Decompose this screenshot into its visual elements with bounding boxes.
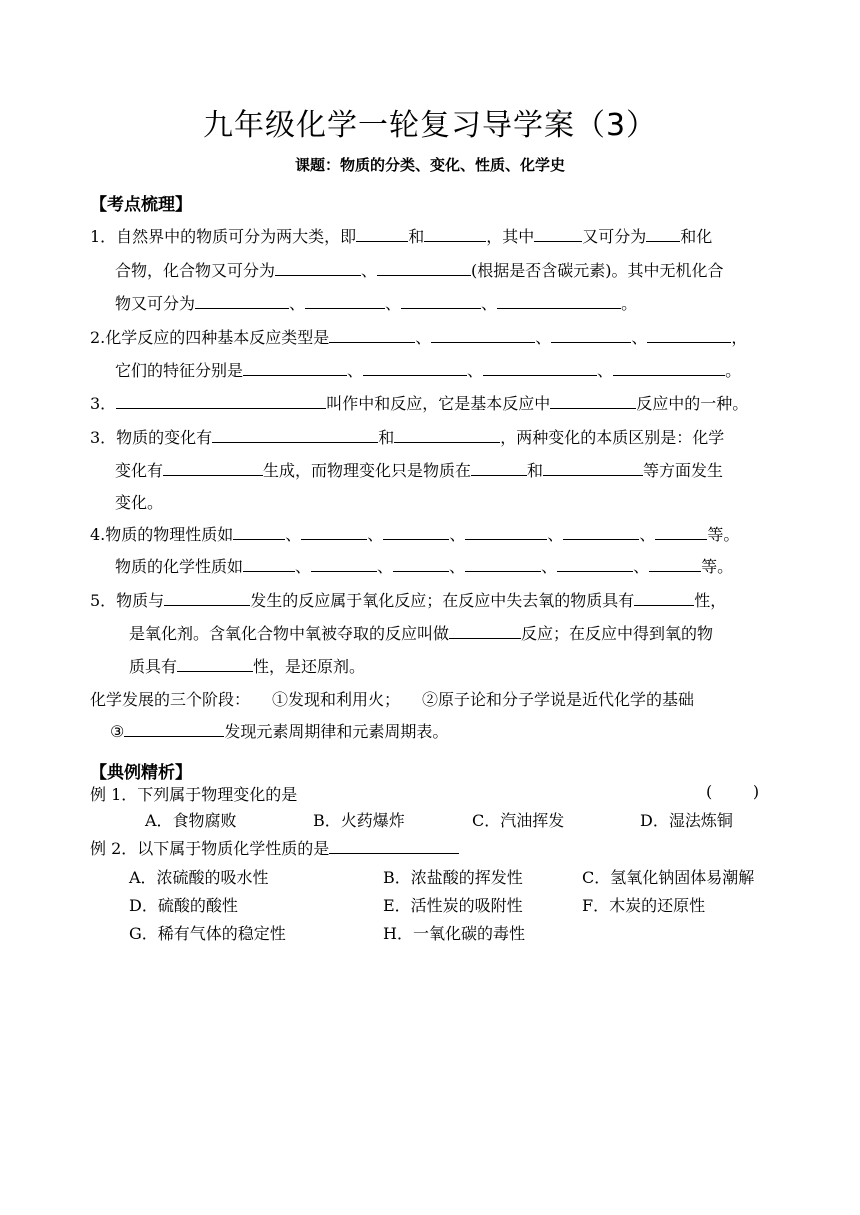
q1-line-1: 1．自然界中的物质可分为两大类，即 和 ，其中 又可分为 和化 xyxy=(90,224,712,247)
q1-line-2: 合物，化合物又可分为 、 (根据是否含碳元素)。其中无机化合 xyxy=(115,258,724,281)
blank[interactable] xyxy=(243,358,347,376)
example-2-option-h[interactable]: H．一氧化碳的毒性 xyxy=(383,924,525,943)
blank[interactable] xyxy=(613,358,725,376)
page-subtitle: 课题：物质的分类、变化、性质、化学史 xyxy=(294,156,565,174)
blank[interactable] xyxy=(471,458,527,476)
q4-line-2: 物质的化学性质如 、 、 、 、 、 等。 xyxy=(115,554,733,577)
section-heading-review: 【考点梳理】 xyxy=(90,195,192,215)
blank[interactable] xyxy=(393,554,449,572)
example-1-option-b[interactable]: B．火药爆炸 xyxy=(313,811,405,830)
blank[interactable] xyxy=(465,522,547,540)
q5-line-3: 质具有 性，是还原剂。 xyxy=(129,654,365,677)
blank[interactable] xyxy=(394,425,500,443)
blank[interactable] xyxy=(424,224,486,242)
q4-line-1: 4.物质的物理性质如 、 、 、 、 、 等。 xyxy=(90,522,739,545)
q3-changes-line-1: 3．物质的变化有 和 ，两种变化的本质区别是：化学 xyxy=(90,425,724,448)
q3-changes-line-3: 变化。 xyxy=(115,493,164,512)
example-1-option-a[interactable]: A．食物腐败 xyxy=(145,811,237,830)
history-line-2: ③ 发现元素周期律和元素周期表。 xyxy=(110,719,448,742)
q2-line-1: 2.化学反应的四种基本反应类型是 、 、 、 ， xyxy=(90,325,747,348)
q2-line-2: 它们的特征分别是 、 、 、 。 xyxy=(115,358,741,381)
example-2-option-a[interactable]: A．浓硫酸的吸水性 xyxy=(129,868,269,887)
blank[interactable] xyxy=(551,325,631,343)
example-2-option-e[interactable]: E．活性炭的吸附性 xyxy=(383,896,523,915)
blank[interactable] xyxy=(124,719,224,737)
blank[interactable] xyxy=(557,554,633,572)
q5-line-1: 5．物质与 发生的反应属于氧化反应；在反应中失去氧的物质具有 性， xyxy=(90,588,726,611)
example-1-stem: 例 1．下列属于物理变化的是 xyxy=(90,785,298,804)
blank[interactable] xyxy=(363,358,467,376)
blank[interactable] xyxy=(646,224,680,242)
blank[interactable] xyxy=(649,554,701,572)
q3-changes-line-2: 变化有 生成，而物理变化只是物质在 和 等方面发生 xyxy=(115,458,723,481)
blank[interactable] xyxy=(311,554,377,572)
blank[interactable] xyxy=(301,522,367,540)
blank[interactable] xyxy=(356,224,408,242)
blank[interactable] xyxy=(497,291,621,309)
blank[interactable] xyxy=(116,391,326,409)
blank[interactable] xyxy=(275,258,361,276)
blank[interactable] xyxy=(563,522,639,540)
example-1-answer-paren[interactable]: ( ) xyxy=(706,782,760,801)
blank[interactable] xyxy=(212,425,378,443)
example-2-option-f[interactable]: F．木炭的还原性 xyxy=(582,896,706,915)
blank[interactable] xyxy=(195,291,289,309)
q1-line-3: 物又可分为 、 、 、 。 xyxy=(115,291,637,314)
history-line-1: 化学发展的三个阶段： ①发现和利用火； ②原子论和分子学说是近代化学的基础 xyxy=(90,690,695,709)
example-2-stem: 例 2．以下属于物质化学性质的是 xyxy=(90,836,459,859)
example-1-option-c[interactable]: C．汽油挥发 xyxy=(472,811,565,830)
blank[interactable] xyxy=(401,291,481,309)
blank[interactable] xyxy=(377,258,471,276)
blank[interactable] xyxy=(243,554,295,572)
blank[interactable] xyxy=(647,325,731,343)
blank[interactable] xyxy=(634,588,694,606)
page-title: 九年级化学一轮复习导学案（3） xyxy=(202,108,658,143)
blank[interactable] xyxy=(465,554,541,572)
example-1-option-d[interactable]: D．湿法炼铜 xyxy=(640,811,733,830)
blank[interactable] xyxy=(483,358,597,376)
q3-neutralization-line: 3． 叫作中和反应，它是基本反应中 反应中的一种。 xyxy=(90,391,748,414)
blank[interactable] xyxy=(383,522,449,540)
blank[interactable] xyxy=(431,325,535,343)
example-2-option-g[interactable]: G．稀有气体的稳定性 xyxy=(129,924,286,943)
example-2-option-d[interactable]: D．硫酸的酸性 xyxy=(129,896,238,915)
blank[interactable] xyxy=(177,654,253,672)
blank[interactable] xyxy=(534,224,582,242)
example-2-option-c[interactable]: C．氢氧化钠固体易潮解 xyxy=(582,868,755,887)
blank[interactable] xyxy=(164,588,250,606)
section-heading-examples: 【典例精析】 xyxy=(90,763,192,783)
blank[interactable] xyxy=(329,836,459,854)
blank[interactable] xyxy=(329,325,415,343)
q5-line-2: 是氧化剂。含氧化合物中氧被夺取的反应叫做 反应；在反应中得到氧的物 xyxy=(129,621,713,644)
blank[interactable] xyxy=(449,621,521,639)
blank[interactable] xyxy=(655,522,707,540)
blank[interactable] xyxy=(550,391,636,409)
example-2-option-b[interactable]: B．浓盐酸的挥发性 xyxy=(383,868,523,887)
blank[interactable] xyxy=(305,291,385,309)
blank[interactable] xyxy=(233,522,285,540)
blank[interactable] xyxy=(163,458,263,476)
blank[interactable] xyxy=(543,458,643,476)
